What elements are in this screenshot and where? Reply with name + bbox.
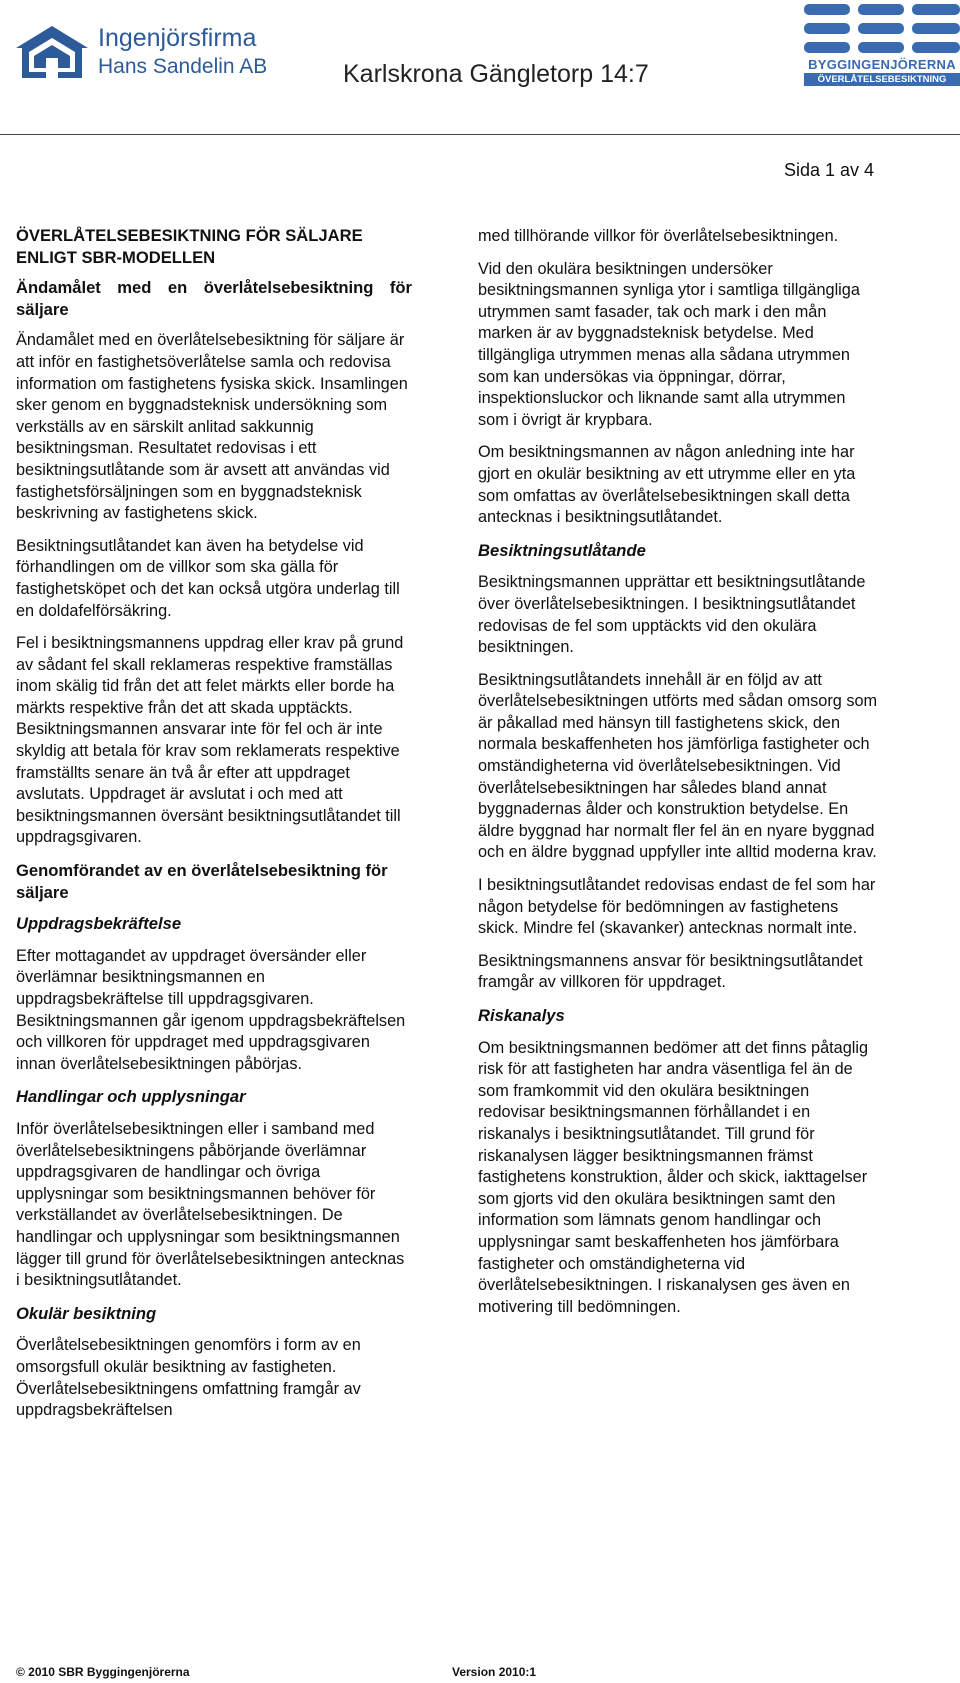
report-paragraph-3: I besiktningsutlåtandet redovisas endast de fel som har någon betydelse för bedömningen av fastighetens skick. Mindre fel (skavanker) antecknas normalt inte. <box>478 876 876 938</box>
company-name-line2: Hans Sandelin AB <box>98 55 268 78</box>
documents-paragraph: Inför överlåtelsebesiktningen eller i samband med överlåtelsebesiktningens påbörjande överlämnar uppdragsgivaren de handlingar och övriga upplysningar som besiktningsmannen behöver för verkställandet av överlåtelsebesiktningen. De handlingar och upplysningar som besiktningsmannen lägger till grund för överlåtelsebesiktningen antecknas i besiktningsutlåtandet. <box>16 1119 405 1290</box>
company-name-line1: Ingenjörsfirma <box>98 24 257 52</box>
left-column <box>16 225 412 1433</box>
sbr-brand-tagline: ÖVERLÅTELSEBESIKTNING <box>804 73 960 86</box>
confirmation-paragraph: Efter mottagandet av uppdraget översänder eller överlämnar besiktningsmannen en uppdragsbekräftelse till uppdragsgivaren. Besiktningsmannen går igenom uppdragsbekräftelsen och villkoren för uppdraget med uppdragsgivaren innan överlåtelsebesiktningen påbörjas. <box>16 946 406 1073</box>
visual-inspection-paragraph: Överlåtelsebesiktningen genomförs i form av en omsorgsfull okulär besiktning av fastigheten. Överlåtelsebesiktningens omfattning framgår av uppdragsbekräftelsen <box>16 1336 361 1420</box>
continued-paragraph: med tillhörande villkor för överlåtelsebesiktningen. <box>478 227 839 245</box>
purpose-paragraph-1: Ändamålet med en överlåtelsebesiktning för säljare är att inför en fastighetsöverlåtelse samla och redovisa information om fastighetens fysiska skick. Insamlingen sker genom en byggnadsteknisk undersökning som verkställs av en särskilt anlitad sakkunnig besiktningsman. Resultatet redovisas i ett besiktningsutlåtande som är avsett att användas vid fastighetsförsäljningen som en byggnadsteknisk beskrivning av fastighetens skick. <box>16 331 408 523</box>
report-paragraph-2: Besiktningsutlåtandets innehåll är en följd av att överlåtelsebesiktningen utförts med sådan omsorg som är påkallad med hänsyn till fastighetens skick, den normala beskaffenheten hos jämförliga fastigheter och omständigheterna vid överlåtelsebesiktningen. Vid överlåtelsebesiktningen har således bland annat byggnadernas ålder och konstruktion betydelse. En äldre byggnad har normalt fler fel än en nyare byggnad och en äldre byggnad uppfyller inte alltid moderna krav. <box>478 670 878 862</box>
company-logo <box>12 22 268 82</box>
right-column <box>478 226 880 1329</box>
sbr-logo <box>804 4 960 86</box>
report-heading: Besiktningsutlåtande <box>478 540 646 560</box>
visual-inspection-paragraph-2: Vid den okulära besiktningen undersöker besiktningsmannen synliga ytor i samtliga tillgängliga utrymmen samt fasader, tak och mark i den mån marken är av byggnadsteknisk betydelse. Med tillgängliga utrymmen menas alla sådana utrymmen som kan undersökas via öppningar, dörrar, inspektionsluckor och liknande samt alla utrymmen som i övrigt är krypbara. <box>478 259 860 429</box>
document-heading: ÖVERLÅTELSEBESIKTNING FÖR SÄLJARE ENLIGT SBR-MODELLEN <box>16 226 363 267</box>
report-paragraph-4: Besiktningsmannens ansvar för besiktningsutlåtandet framgår av villkoren för uppdraget. <box>478 951 863 992</box>
header-divider <box>0 134 960 135</box>
purpose-paragraph-2: Besiktningsutlåtandet kan även ha betydelse vid förhandlingen om de villkor som ska gälla för fastighetsköpet och det kan också utgöra underlag till en doldafelförsäkring. <box>16 536 400 620</box>
visual-inspection-paragraph-3: Om besiktningsmannen av någon anledning inte har gjort en okulär besiktning av ett utrymme eller en yta som omfattas av överlåtelsebesiktningen skall detta antecknas i besiktningsutlåtandet. <box>478 443 856 527</box>
purpose-paragraph-3: Fel i besiktningsmannens uppdrag eller krav på grund av sådant fel skall reklameras respektive framställas inom skälig tid från det att felet märkts eller borde ha märkts respektive från det att skada upptäckts. Besiktningsmannen ansvarar inte för fel och är inte skyldig att betala för krav som reklamerats respektive framställts senare än två år efter att uppdraget avslutats. Uppdraget är avslutat i och med att besiktningsmannen översänt besiktningsutlåtandet till uppdragsgivaren. <box>16 634 404 847</box>
visual-inspection-heading: Okulär besiktning <box>16 1303 157 1323</box>
execution-heading: Genomförandet av en överlåtelsebesiktning för säljare <box>16 861 388 902</box>
sbr-letters-icon <box>804 4 960 54</box>
page-number: Sida 1 av 4 <box>784 160 875 180</box>
sbr-brand-name: BYGGINGENJÖRERNA <box>808 57 956 72</box>
footer-copyright: © 2010 SBR Byggingenjörerna <box>16 1665 190 1679</box>
risk-paragraph: Om besiktningsmannen bedömer att det finns påtaglig risk för att fastigheten har andra väsentliga fel än de som framkommit vid den okulära besiktningen redovisar besiktningsmannen förhållandet i en riskanalys i besiktningsutlåtandet. Till grund för riskanalysen lägger besiktningsmannen främst fastighetens konstruktion, ålder och skick, iakttagelser som gjorts vid den okulära besiktningen samt den information som lämnats genom handlingar och upplysningar samt beskaffenheten hos jämförbara fastigheter och omständigheterna vid överlåtelsebesiktningen. I riskanalysen ges även en motivering till bedömningen. <box>478 1038 869 1316</box>
confirmation-heading: Uppdragsbekräftelse <box>16 914 182 934</box>
document-title: Karlskrona Gängletorp 14:7 <box>343 60 649 88</box>
footer-version: Version 2010:1 <box>452 1665 537 1679</box>
page-header <box>0 0 960 136</box>
house-logo-icon <box>12 22 92 82</box>
documents-heading: Handlingar och upplysningar <box>16 1087 246 1107</box>
purpose-heading: Ändamålet med en överlåtelsebesiktning för säljare <box>16 278 412 319</box>
risk-heading: Riskanalys <box>478 1006 565 1025</box>
report-paragraph-1: Besiktningsmannen upprättar ett besiktningsutlåtande över överlåtelsebesiktningen. I besiktningsutlåtandet redovisas de fel som upptäckts vid den okulära besiktningen. <box>478 573 866 657</box>
